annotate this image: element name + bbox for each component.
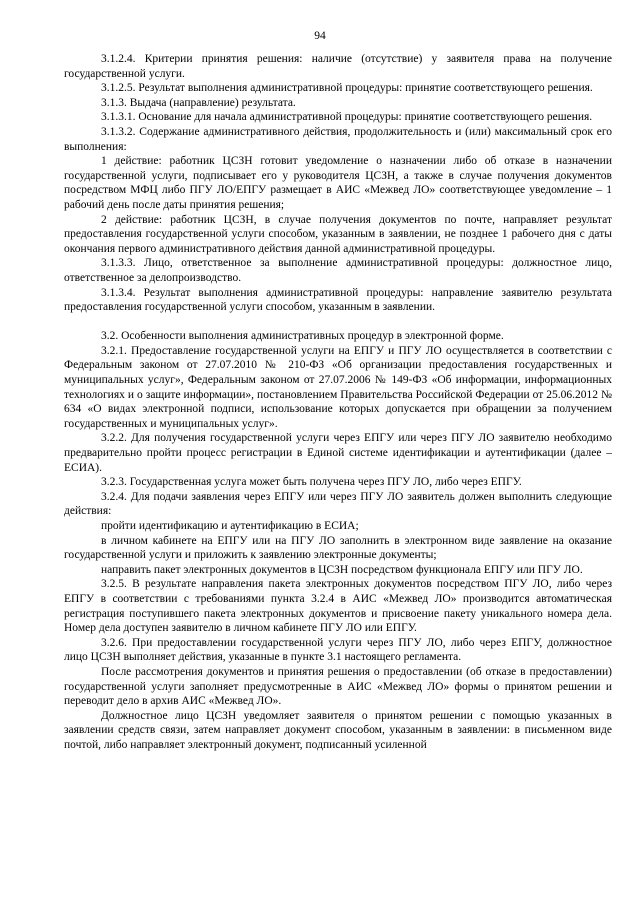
paragraph: 2 действие: работник ЦСЗН, в случае получения документов по почте, направляет результат предоставления государственной услуги способом, указанным в заявлении, не позднее 1 рабочего дня с даты окончания первого административного действия данной административной процедуры. [64, 213, 612, 255]
paragraph: Должностное лицо ЦСЗН уведомляет заявителя о принятом решении с помощью указанных в заявлении средств связи, затем направляет документ способом, указанным в заявлении: в письменном виде почтой, либо направляет электронный документ, подписанный усиленной [64, 709, 612, 751]
list-item: пройти идентификацию и аутентификацию в ЕСИА; [101, 520, 359, 532]
paragraph: 3.1.3.4. Результат выполнения административной процедуры: направление заявителю результата предоставления государственной услуги способом, указанным в заявлении. [64, 286, 612, 314]
paragraph: 3.2.4. Для подачи заявления через ЕПГУ или через ПГУ ЛО заявитель должен выполнить следующие действия: [64, 490, 612, 518]
list-item: в личном кабинете на ЕПГУ или на ПГУ ЛО заполнить в электронном виде заявление на оказание государственной услуги и приложить к заявлению электронные документы; [64, 534, 612, 562]
paragraph: 3.1.3.3. Лицо, ответственное за выполнение административной процедуры: должностное лицо, ответственное за делопроизводство. [64, 257, 612, 284]
paragraph: 3.1.3. Выдача (направление) результата. [101, 96, 296, 109]
paragraph: 3.2.2. Для получения государственной услуги через ЕПГУ или через ПГУ ЛО заявителю необходимо предварительно пройти процесс регистрации в Единой системе идентификации и аутентификации (далее – ЕСИА). [64, 432, 612, 474]
paragraph: После рассмотрения документов и принятия решения о предоставлении (об отказе в предоставлении) государственной услуги заполняет предусмотренные в АИС «Межвед ЛО» формы о принятом решении и переводит дело в архив АИС «Межвед ЛО». [64, 665, 612, 708]
paragraph: 3.2.5. В результате направления пакета электронных документов посредством ПГУ ЛО, либо через ЕПГУ в соответствии с требованиями пункта 3.2.4 в АИС «Межвед ЛО» производится автоматическая регистрация поступившего пакета электронных документов и присвоение пакету уникального номера дела. Номер дела доступен заявителю в личном кабинете ПГУ ЛО или ЕПГУ. [64, 578, 612, 635]
paragraph: 3.2.6. При предоставлении государственной услуги через ПГУ ЛО, либо через ЕПГУ, должностное лицо ЦСЗН выполняет действия, указанные в пункте 3.1 настоящего регламента. [64, 636, 612, 664]
page-number: 94 [314, 30, 326, 42]
list-item: направить пакет электронных документов в ЦСЗН посредством функционала ЕПГУ или ПГУ ЛО. [101, 563, 583, 576]
document-body [64, 52, 612, 753]
paragraph: 3.1.3.1. Основание для начала административной процедуры: принятие соответствующего решения. [101, 111, 593, 124]
paragraph: 3.2.3. Государственная услуга может быть получена через ПГУ ЛО, либо через ЕПГУ. [101, 476, 522, 489]
section-heading: 3.2. Особенности выполнения административных процедур в электронной форме. [101, 330, 504, 343]
paragraph: 1 действие: работник ЦСЗН готовит уведомление о назначении либо об отказе в назначении государственной услуги, подписывает его у руководителя ЦСЗН, а также в случае получения документов посредством МФЦ либо ПГУ ЛО/ЕПГУ размещает в АИС «Межвед ЛО» соответствующее уведомление – 1 рабочий день после даты принятия решения; [64, 155, 612, 211]
paragraph: 3.1.3.2. Содержание административного действия, продолжительность и (или) максимальный срок его выполнения: [64, 125, 612, 153]
paragraph: 3.2.1. Предоставление государственной услуги на ЕПГУ и ПГУ ЛО осуществляется в соответствии с Федеральным законом от 27.07.2010 № 210-ФЗ «Об организации предоставления государственных и муниципальных услуг», Федеральным законом от 27.07.2006 № 149-ФЗ «Об информации, информационных технологиях и о защите информации», постановлением Правительства Российской Федерации от 25.06.2012 № 634 «О видах электронной подписи, использование которых допускается при обращении за получением государственных и муниципальных услуг». [64, 344, 612, 430]
paragraph: 3.1.2.4. Критерии принятия решения: наличие (отсутствие) у заявителя права на получение государственной услуги. [64, 53, 612, 80]
paragraph: 3.1.2.5. Результат выполнения административной процедуры: принятие соответствующего решения. [101, 82, 593, 95]
